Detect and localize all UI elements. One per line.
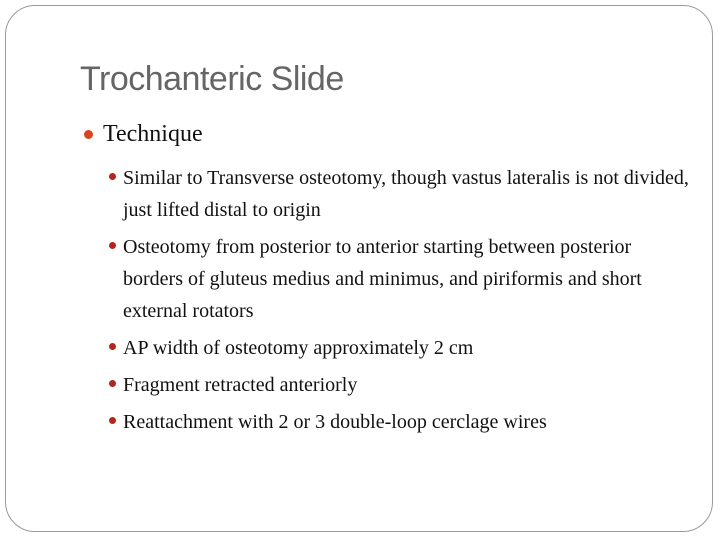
bullet-dot-icon bbox=[84, 130, 93, 139]
bullet-dot-icon bbox=[109, 343, 116, 350]
list-item bbox=[123, 369, 693, 401]
bullet-technique bbox=[103, 121, 203, 148]
list-item bbox=[123, 162, 693, 226]
slide-title: Trochanteric Slide bbox=[80, 60, 344, 98]
bullet-dot-icon bbox=[109, 242, 116, 249]
bullet-dot-icon bbox=[109, 417, 116, 424]
bullet-text: Osteotomy from posterior to anterior starting between posterior borders of gluteus medius and minimus, and piriformis and short external rotators bbox=[123, 236, 642, 322]
bullet-text: Fragment retracted anteriorly bbox=[123, 374, 358, 396]
bullet-text: AP width of osteotomy approximately 2 cm bbox=[123, 337, 474, 359]
list-item bbox=[123, 231, 693, 327]
bullet-dot-icon bbox=[109, 173, 116, 180]
bullet-dot-icon bbox=[109, 380, 116, 387]
bullet-text: Similar to Transverse osteotomy, though vastus lateralis is not divided, just lifted distal to origin bbox=[123, 167, 689, 221]
bullet-text: Reattachment with 2 or 3 double-loop cerclage wires bbox=[123, 411, 547, 433]
sub-bullet-list bbox=[123, 162, 693, 443]
list-item bbox=[123, 332, 693, 364]
bullet-text: Technique bbox=[103, 121, 203, 147]
list-item bbox=[123, 406, 693, 438]
